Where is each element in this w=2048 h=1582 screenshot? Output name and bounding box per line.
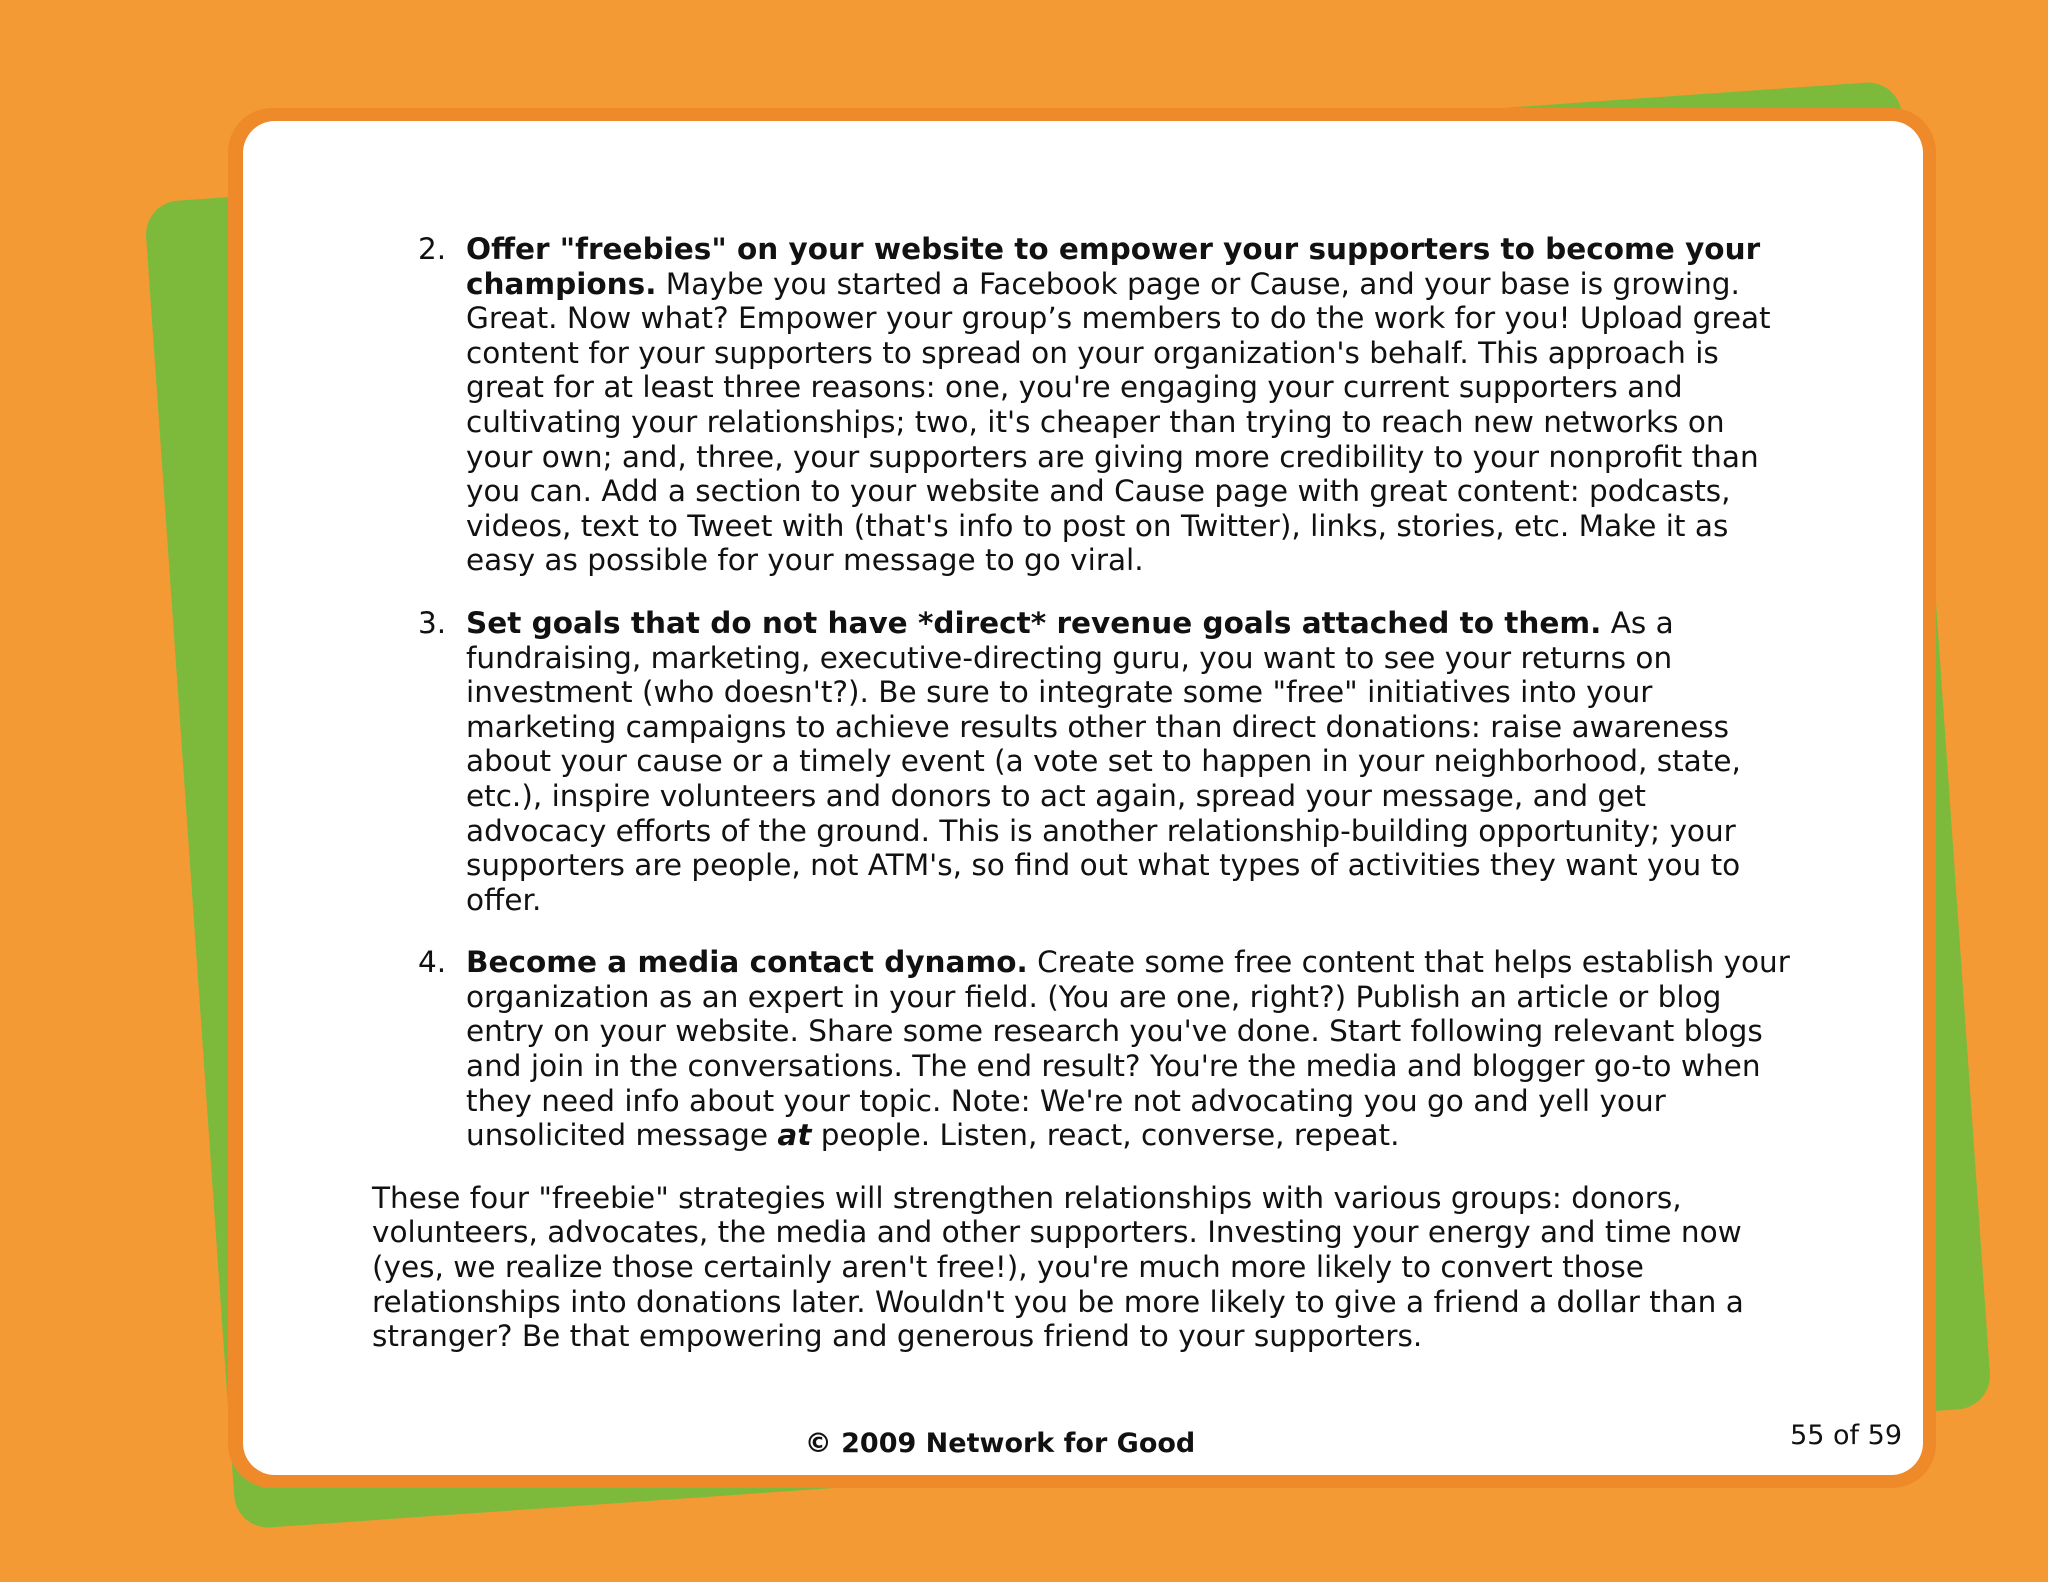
list-item-body: Maybe you started a Facebook page or Cause, and your base is growing. Great. Now what? Empower your group’s members to do the work for you! Upload great content for your supporters to spread on your organization's behalf. This approach is great for at least three reasons: one, you're engaging your current supporters and cultivating your relationships; two, it's cheaper than trying to reach new networks on your own; and, three, your supporters are giving more credibility to your nonprofit than you can. Add a section to your website and Cause page with great content: podcasts, videos, text to Tweet with (that's info to post on Twitter), links, stories, etc. Make it as easy as possible for your message to go viral. [466, 266, 1771, 578]
strategy-list [372, 232, 1792, 1153]
list-number: 4. [418, 945, 447, 980]
list-item-3 [372, 606, 1792, 917]
page-number: 55 of 59 [1790, 1420, 1902, 1451]
list-item-body: As a fundraising, marketing, executive-directing guru, you want to see your returns on investment (who doesn't?). Be sure to integrate some "free" initiatives into your marketing campaigns to achieve results other than direct donations: raise awareness about your cause or a timely event (a vote set to happen in your neighborhood, state, etc.), inspire volunteers and donors to act again, spread your message, and get advocacy efforts of the ground. This is another relationship-building opportunity; your supporters are people, not ATM's, so find out what types of activities they want you to offer. [466, 605, 1741, 917]
list-item-2 [372, 232, 1792, 578]
list-number: 3. [418, 605, 447, 640]
list-item-title: Become a media contact dynamo. [466, 945, 1028, 980]
list-item-body-end: people. Listen, react, converse, repeat. [811, 1118, 1400, 1153]
list-item-body: Create some free content that helps establish your organization as an expert in your field. (You are one, right?) Publish an article or blog entry on your website. Share some research you've done. Start following relevant blogs and join in the conversations. The end result? You're the media and blogger go-to when they need info about your topic. Note: We're not advocating you go and yell your unsolicited message [466, 945, 1790, 1153]
list-item-4 [372, 945, 1792, 1153]
footer-copyright: © 2009 Network for Good [804, 1428, 1196, 1459]
emphasis-text: at [777, 1118, 812, 1153]
list-number: 2. [418, 232, 447, 266]
page-content [372, 232, 1792, 1354]
list-item-title: Set goals that do not have *direct* revenue goals attached to them. [466, 605, 1602, 640]
closing-paragraph: These four "freebie" strategies will strengthen relationships with various groups: donors, volunteers, advocates, the media and other supporters. Investing your energy and time now (yes, we realize those certainly aren't free!), you're much more likely to convert those relationships into donations later. Wouldn't you be more likely to give a friend a dollar than a stranger? Be that empowering and generous friend to your supporters. [372, 1180, 1744, 1354]
list-item-title: Offer "freebies" on your website to empower your supporters to become your champions. [466, 232, 1761, 301]
